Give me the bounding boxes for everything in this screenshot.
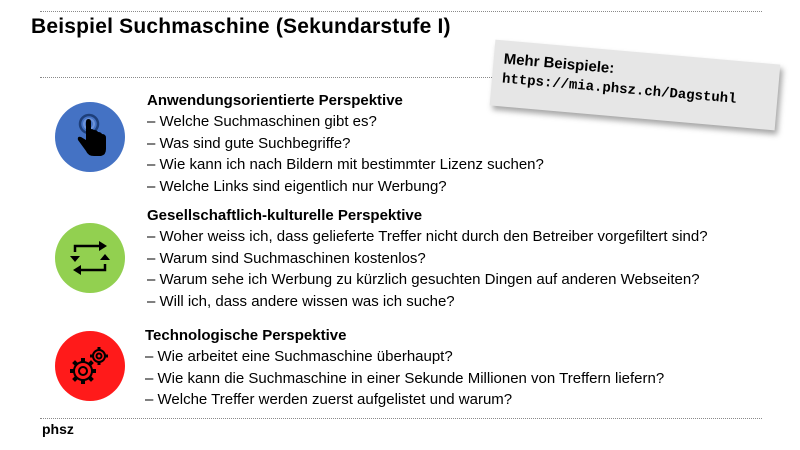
top-divider — [40, 11, 762, 12]
slide-title: Beispiel Suchmaschine (Sekundarstufe I) — [31, 15, 451, 38]
list-item: – Welche Treffer werden zuerst aufgelistet und warum? — [145, 389, 664, 411]
list-item: – Wie arbeitet eine Suchmaschine überhaupt? — [145, 346, 664, 368]
note-heading: Mehr Beispiele: — [503, 50, 615, 78]
pointing-hand-icon — [55, 102, 125, 172]
refresh-arrows-icon — [55, 223, 125, 293]
note-url[interactable]: https://mia.phsz.ch/Dagstuhl — [501, 71, 738, 108]
list-item: – Wie kann ich nach Bildern mit bestimmter Lizenz suchen? — [147, 154, 544, 176]
footer-logo: phsz — [42, 421, 74, 437]
section-society — [147, 205, 708, 312]
list-item: – Will ich, dass andere wissen was ich suche? — [147, 291, 708, 313]
list-item: – Warum sehe ich Werbung zu kürzlich gesuchten Dingen auf anderen Webseiten? — [147, 269, 708, 291]
list-item: – Was sind gute Suchbegriffe? — [147, 133, 544, 155]
list-item: – Welche Suchmaschinen gibt es? — [147, 111, 544, 133]
question-list — [145, 346, 664, 411]
section-heading: Gesellschaftlich-kulturelle Perspektive — [147, 207, 423, 224]
section-heading: Technologische Perspektive — [145, 327, 347, 344]
footer-divider — [40, 418, 762, 419]
question-list — [147, 226, 708, 312]
question-list — [147, 111, 544, 197]
list-item: – Warum sind Suchmaschinen kostenlos? — [147, 248, 708, 270]
list-item: – Welche Links sind eigentlich nur Werbung? — [147, 176, 544, 198]
list-item: – Woher weiss ich, dass gelieferte Treffer nicht durch den Betreiber vorgefiltert sind? — [147, 226, 708, 248]
section-application — [147, 90, 544, 197]
section-technology — [145, 325, 664, 411]
section-heading: Anwendungsorientierte Perspektive — [147, 92, 403, 109]
list-item: – Wie kann die Suchmaschine in einer Sekunde Millionen von Treffern liefern? — [145, 368, 664, 390]
gears-icon — [55, 331, 125, 401]
